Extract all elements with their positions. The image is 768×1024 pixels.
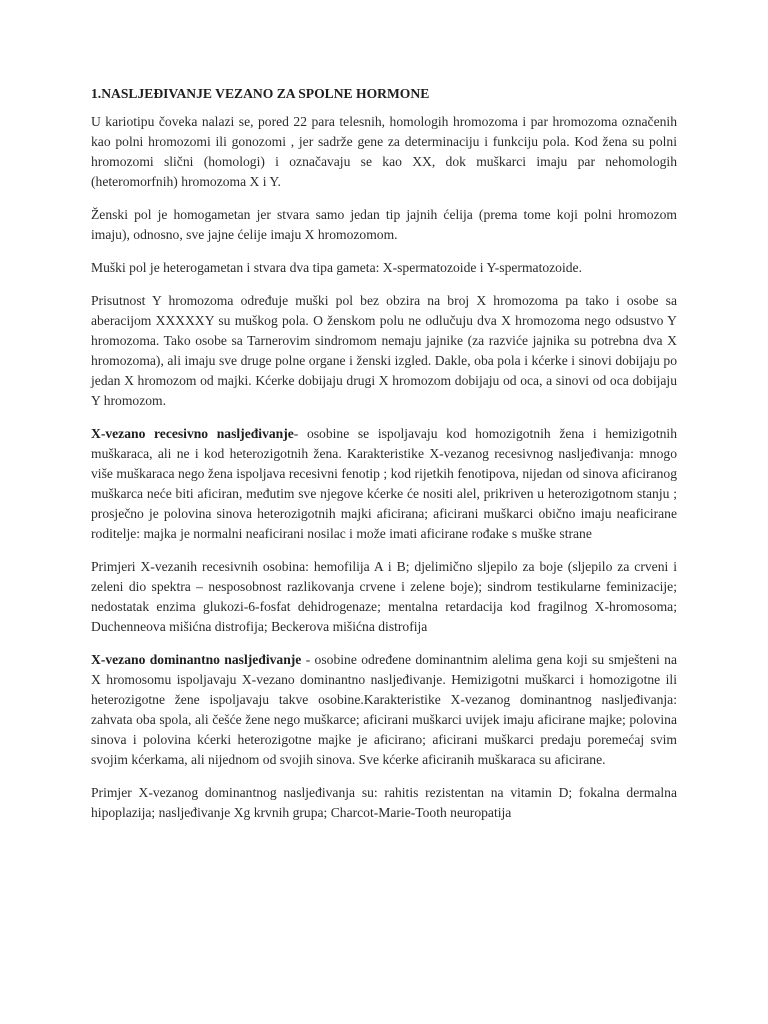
paragraph-lead-term: X-vezano dominantno nasljeđivanje [91,652,302,667]
paragraph-x-recessive [91,424,677,544]
paragraph-lead-term: X-vezano recesivno nasljeđivanje [91,426,294,441]
paragraph-x-dominant [91,650,677,770]
paragraph-text: Muški pol je heterogametan i stvara dva tipa gameta: X-spermatozoide i Y-spermatozoide. [91,260,582,275]
paragraph-text: - osobine određene dominantnim alelima gena koji su smješteni na X hromosomu ispoljavaju X-vezano dominantno nasljeđivanje. Hemizigotni muškarci i homozigotne ili heterozigotne žene ispoljavaju takve osobine.Karakteristike X-vezanog dominantnog nasljeđivanja: zahvata oba spola, ali češće žene nego muškarce; aficirani muškarci uvijek imaju aficirane majke; polovina sinova i polovina kćerki heterozigotne majke je aficirano; aficirani muškarci predaju poremećaj svim svojim kćerkama, ali nijednom od svojih sinova. Sve kćerke aficiranih muškaraca su aficirane. [91,652,677,767]
paragraph-text: Primjeri X-vezanih recesivnih osobina: hemofilija A i B; djelimično sljepilo za boje (sljepilo za crveni i zeleni dio spektra – nesposobnost razlikovanja crvene i zelene boje); sindrom testikularne feminizacije; nedostatak enzima glukozi-6-fosfat dehidrogenaze; mentalna retardacija kod fragilnog X-hromosoma; Duchenneova mišićna distrofija; Beckerova mišićna distrofija [91,559,677,634]
paragraph-female-homogametic [91,205,677,245]
paragraph-x-recessive-examples [91,557,677,637]
document-page [91,84,677,836]
paragraph-x-dominant-examples [91,783,677,823]
paragraph-text: Prisutnost Y hromozoma određuje muški pol bez obzira na broj X hromozoma pa tako i osobe sa aberacijom XXXXXY su muškog pola. O ženskom polu ne odlučuju dva X hromozoma nego odsustvo Y hromozoma. Tako osobe sa Tarnerovim sindromom nemaju jajnike (za razviće jajnika su potrebna dva X hromozoma), ali imaju sve druge polne organe i ženski izgled. Dakle, oba pola i kćerke i sinovi dobijaju po jedan X hromozom od majki. Kćerke dobijaju drugi X hromozom dobijaju od oca, a sinovi od oca dobijaju Y hromozom. [91,293,677,408]
paragraph-text: - osobine se ispoljavaju kod homozigotnih žena i hemizigotnih muškaraca, ali ne i kod heterozigotnih žena. Karakteristike X-vezanog recesivnog nasljeđivanja: mnogo više muškaraca nego žena ispoljava recesivni fenotip ; kod rijetkih fenotipova, nijedan od sinova aficiranog muškarca neće biti aficiran, međutim sve njegove kćerke će nositi alel, prikriven u heterozigotnom stanju ; prosječno je polovina sinova heterozigotnih majki aficirana; aficirani muškarci obično imaju neaficirane roditelje: majka je normalni neaficirani nosilac i može imati aficirane rođake s muške strane [91,426,678,541]
paragraph-karyotype [91,112,677,192]
paragraph-male-heterogametic [91,258,677,278]
paragraph-text: Ženski pol je homogametan jer stvara samo jedan tip jajnih ćelija (prema tome koji polni hromozom imaju), odnosno, sve jajne ćelije imaju X hromozomom. [91,207,677,242]
document-title: 1.NASLJEĐIVANJE VEZANO ZA SPOLNE HORMONE [91,86,430,101]
paragraph-y-chromosome [91,291,677,411]
paragraph-text: Primjer X-vezanog dominantnog nasljeđivanja su: rahitis rezistentan na vitamin D; fokalna dermalna hipoplazija; nasljeđivanje Xg krvnih grupa; Charcot-Marie-Tooth neuropatija [91,785,677,820]
paragraph-text: U kariotipu čoveka nalazi se, pored 22 para telesnih, homologih hromozoma i par hromozoma označenih kao polni hromozomi ili gonozomi , jer sadrže gene za determinaciju i funkciju pola. Kod žena su polni hromozomi slični (homologi) i označavaju se kao XX, dok muškarci imaju par nehomologih (heteromorfnih) hromozoma X i Y. [91,114,677,189]
